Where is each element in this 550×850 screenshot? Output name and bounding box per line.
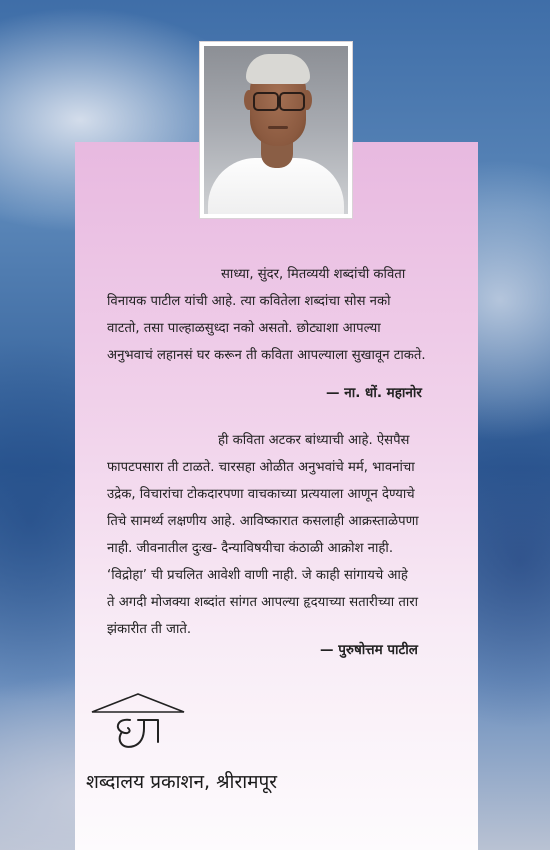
quote2-line-5: नाही. जीवनातील दुःख- दैन्याविषयीचा कंठाळी आक्रोश नाही. — [107, 541, 394, 556]
quote2-author: — पुरुषोत्तम पाटील — [320, 642, 418, 658]
glasses-icon — [253, 92, 279, 111]
house-roof-logo-icon — [88, 690, 188, 760]
quote2-line-7: ते अगदी मोजक्या शब्दांत सांगत आपल्या हृदयाच्या सतारीच्या तारा — [107, 595, 419, 610]
quote1-line-1: साध्या, सुंदर, मितव्ययी शब्दांची कविता — [221, 267, 406, 282]
quote2-line-4: तिचे सामर्थ्य लक्षणीय आहे. आविष्कारात कसलाही आक्रस्ताळेपणा — [107, 514, 419, 529]
quote1-line-3: वाटतो, तसा पाल्हाळसुध्दा नको असतो. छोट्याशा आपल्या — [107, 321, 381, 336]
author-photo — [200, 42, 352, 218]
quote2-line-3: उद्रेक, विचारांचा टोकदारपणा वाचकाच्या प्रत्ययाला आणून देण्याचे — [107, 487, 415, 502]
publisher-name: शब्दालय प्रकाशन, श्रीरामपूर — [86, 771, 278, 793]
portrait-image — [204, 46, 348, 214]
quote2-line-2: फापटपसारा ती टाळते. चारसहा ओळीत अनुभवांचे मर्म, भावनांचा — [107, 460, 415, 475]
quote2-line-1: ही कविता अटकर बांध्याची आहे. ऐसपैस — [218, 433, 410, 448]
quote1-line-2: विनायक पाटील यांची आहे. त्या कवितेला शब्दांचा सोस नको — [107, 294, 391, 309]
quote2-line-8: झंकारीत ती जाते. — [107, 622, 192, 637]
quote1-author: — ना. धों. महानोर — [326, 385, 422, 401]
quote2-line-6: ‘विद्रोहा’ ची प्रचलित आवेशी वाणी नाही. जे काही सांगायचे आहे — [107, 568, 408, 583]
quote1-line-4: अनुभवाचं लहानसं घर करून ती कविता आपल्याला सुखावून टाकते. — [107, 348, 426, 363]
